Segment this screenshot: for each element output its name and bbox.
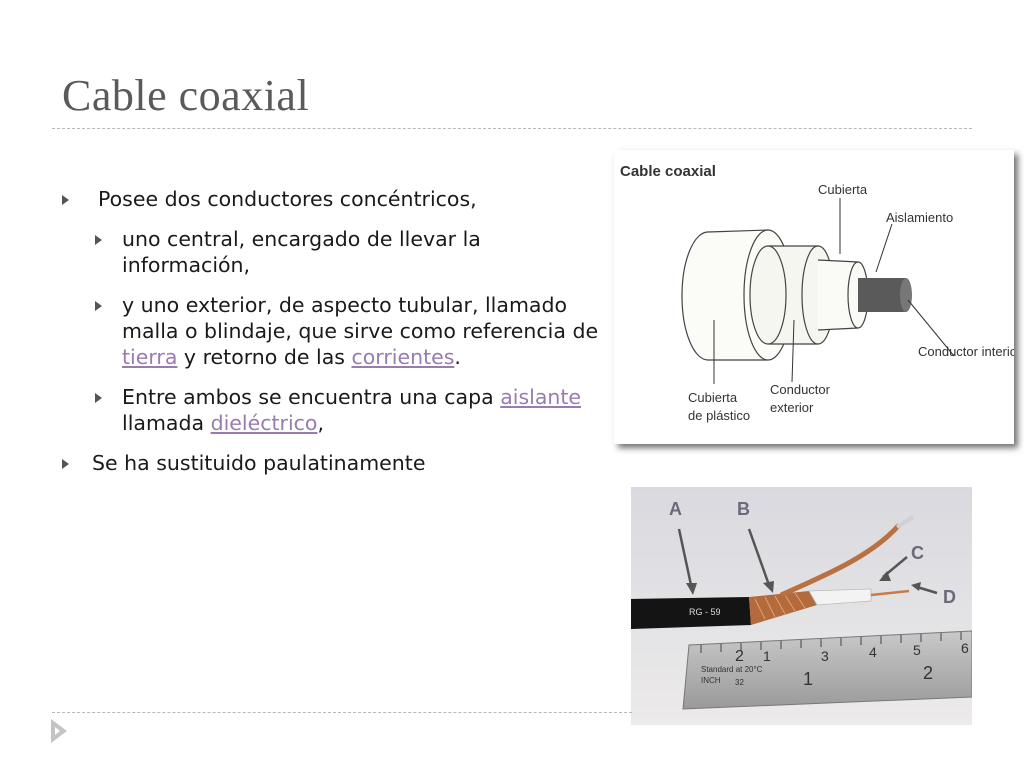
- ruler-text: 2: [923, 663, 934, 683]
- ruler-text: 32: [735, 678, 744, 687]
- bullet-arrow-icon: [62, 459, 69, 469]
- sub-bullet-item: [60, 384, 600, 436]
- ruler-text: INCH: [701, 676, 721, 685]
- bullet-item: [60, 450, 600, 476]
- slide-title: Cable coaxial: [62, 71, 310, 120]
- label-cubierta-plastico: Cubierta: [688, 390, 738, 405]
- bullet-text: uno central, encargado de llevar la información,: [122, 227, 481, 277]
- sub-bullet-item: [60, 292, 600, 370]
- sub-bullet-item: [60, 226, 600, 278]
- ruler-text: 1: [763, 648, 771, 664]
- ruler-text: 2: [735, 648, 744, 665]
- footer-arrow-icon: [50, 718, 68, 744]
- diagram-title: Cable coaxial: [620, 163, 716, 180]
- coaxial-photo-drawing: [631, 487, 972, 725]
- footer-divider: [52, 712, 632, 713]
- link-aislante[interactable]: aislante: [500, 385, 582, 409]
- link-tierra[interactable]: tierra: [122, 345, 178, 369]
- bullet-item: [60, 186, 600, 212]
- photo-label-a: A: [669, 499, 682, 519]
- label-cubierta: Cubierta: [818, 182, 868, 197]
- bullet-text: y retorno de las: [177, 345, 352, 369]
- bullet-text: Posee dos conductores concéntricos,: [98, 187, 477, 211]
- label-cubierta-plastico: de plástico: [688, 408, 751, 423]
- ruler-text: 3: [821, 648, 829, 664]
- label-aislamiento: Aislamiento: [886, 210, 954, 225]
- cable-print: RG - 59: [689, 607, 721, 617]
- bullet-arrow-icon: [95, 301, 102, 311]
- label-conductor-exterior: Conductor: [770, 382, 830, 397]
- ruler-text: 1: [803, 669, 814, 689]
- ruler-text: Standard at 20°C: [701, 665, 763, 674]
- bullet-text: ,: [317, 411, 324, 435]
- bullet-arrow-icon: [62, 195, 69, 205]
- bullet-text: .: [454, 345, 461, 369]
- bullet-arrow-icon: [95, 235, 102, 245]
- photo-label-d: D: [943, 587, 956, 607]
- bullet-text: Se ha sustituido paulatinamente: [92, 451, 426, 475]
- coaxial-diagram-image: [614, 150, 1014, 444]
- ruler-text: 6: [961, 640, 969, 656]
- bullet-text: llamada: [122, 411, 211, 435]
- coaxial-photo: [631, 487, 972, 725]
- ruler-text: 5: [913, 642, 921, 658]
- bullet-text: y uno exterior, de aspecto tubular, llamado malla o blindaje, que sirve como referencia de: [122, 293, 599, 343]
- bullet-text: Entre ambos se encuentra una capa: [122, 385, 501, 409]
- bullet-arrow-icon: [95, 393, 102, 403]
- photo-label-b: B: [737, 499, 750, 519]
- coaxial-diagram: [614, 150, 1014, 444]
- photo-label-c: C: [911, 543, 924, 563]
- title-divider: [52, 128, 972, 129]
- label-conductor-exterior: exterior: [770, 400, 814, 415]
- label-conductor-interior: Conductor interior: [918, 344, 1014, 359]
- bullet-list: [60, 186, 600, 490]
- link-dielectrico[interactable]: dieléctrico: [210, 411, 318, 435]
- link-corrientes[interactable]: corrientes: [351, 345, 455, 369]
- ruler-text: 4: [869, 644, 877, 660]
